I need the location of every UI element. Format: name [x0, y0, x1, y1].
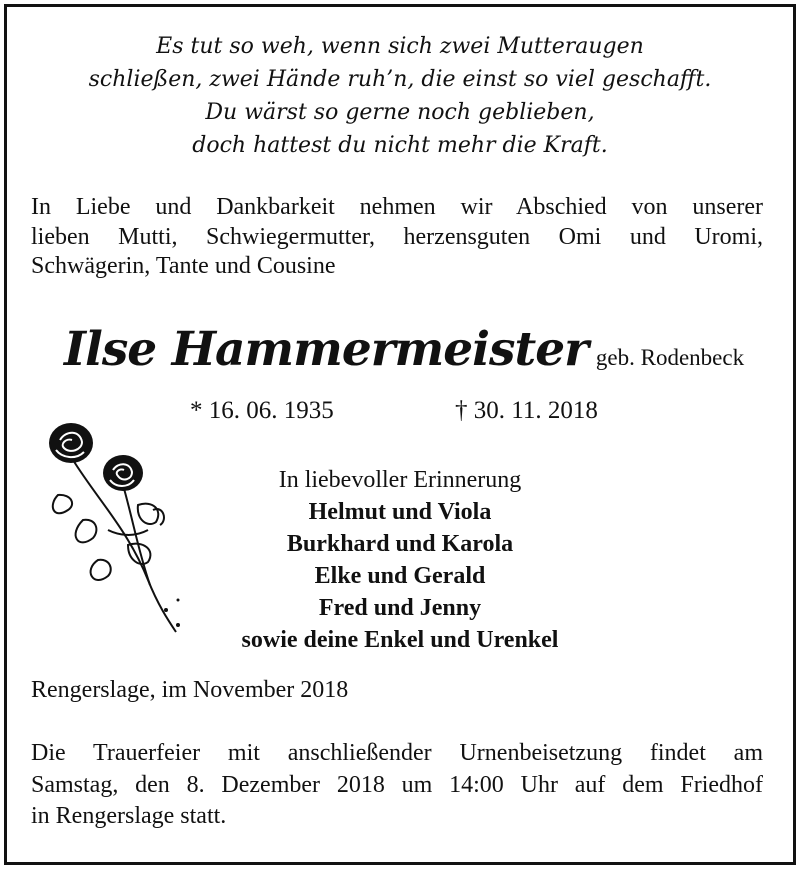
- deceased-name-row: [64, 322, 744, 377]
- intro-line: In Liebe und Dankbarkeit nehmen wir Abschied von unserer: [31, 194, 763, 220]
- born-name: geb. Rodenbeck: [595, 345, 745, 370]
- service-line: Samstag, den 8. Dezember 2018 um 14:00 Uhr auf dem Friedhof: [31, 771, 763, 798]
- intro-text: [31, 193, 763, 282]
- service-text: [31, 738, 763, 833]
- mourner-name: Fred und Jenny: [318, 595, 482, 621]
- poem-line: schließen, zwei Hände ruh’n, die einst so viel geschafft.: [88, 67, 712, 92]
- mourner-name: Elke und Gerald: [314, 563, 486, 589]
- mourner-name: Helmut und Viola: [308, 499, 492, 525]
- mourners-block: [160, 464, 640, 656]
- poem: [0, 30, 800, 162]
- birth-date: * 16. 06. 1935: [190, 397, 334, 424]
- intro-line: lieben Mutti, Schwiegermutter, herzensguten Omi und Uromi,: [31, 223, 763, 250]
- poem-line: Es tut so weh, wenn sich zwei Mutteraugen: [156, 34, 644, 59]
- poem-line: doch hattest du nicht mehr die Kraft.: [192, 133, 608, 158]
- intro-line: Schwägerin, Tante und Cousine: [31, 253, 336, 279]
- mourners-lead: In liebevoller Erinnerung: [278, 467, 522, 493]
- place-date: Rengerslage, im November 2018: [31, 677, 349, 703]
- death-date: † 30. 11. 2018: [455, 397, 598, 424]
- service-line: in Rengerslage statt.: [31, 803, 227, 829]
- poem-line: Du wärst so gerne noch geblieben,: [205, 100, 595, 125]
- deceased-name: Ilse Hammermeister: [64, 322, 588, 377]
- service-line: Die Trauerfeier mit anschließender Urnenbeisetzung findet am: [31, 740, 763, 766]
- mourner-name: Burkhard und Karola: [286, 531, 514, 557]
- mourner-name: sowie deine Enkel und Urenkel: [241, 627, 559, 653]
